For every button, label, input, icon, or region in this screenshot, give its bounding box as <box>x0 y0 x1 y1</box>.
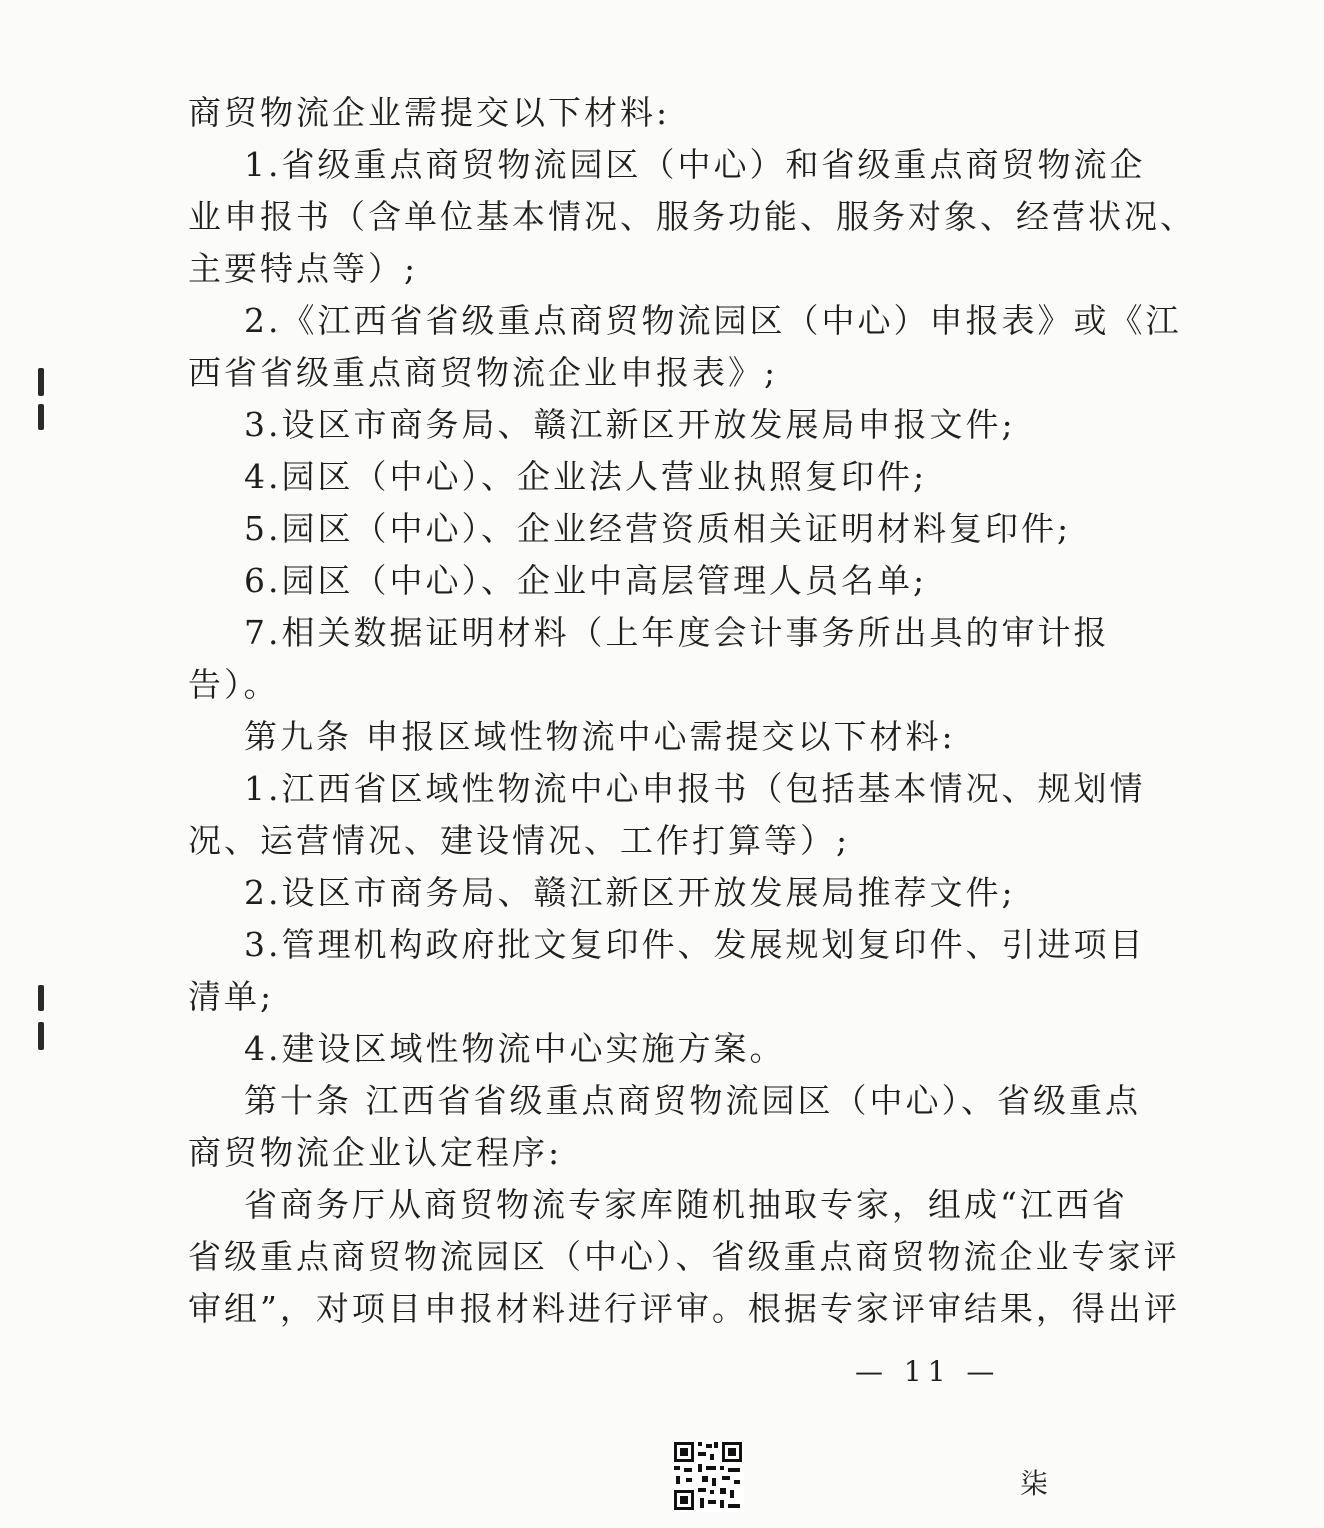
article-heading-10: 第十条 江西省省级重点商贸物流园区（中心）、省级重点 <box>244 1081 1141 1120</box>
binding-mark <box>38 368 44 396</box>
binding-mark <box>38 404 44 430</box>
page-number: — 11 — <box>855 1355 1001 1388</box>
text-line: 告）。 <box>188 665 280 704</box>
binding-mark <box>38 1022 44 1050</box>
text-line: 主要特点等）; <box>188 249 419 288</box>
text-line: 1.江西省区域性物流中心申报书（包括基本情况、规划情 <box>244 769 1146 808</box>
text-line: 况、运营情况、建设情况、工作打算等）; <box>188 821 851 860</box>
text-line: 业申报书（含单位基本情况、服务功能、服务对象、经营状况、 <box>188 197 1196 236</box>
text-line: 4.园区（中心）、企业法人营业执照复印件; <box>244 457 928 496</box>
text-line: 3.设区市商务局、赣江新区开放发展局申报文件; <box>244 405 1016 444</box>
text-line: 7.相关数据证明材料（上年度会计事务所出具的审计报 <box>244 613 1110 652</box>
text-line: 5.园区（中心）、企业经营资质相关证明材料复印件; <box>244 509 1072 548</box>
text-line: 商贸物流企业需提交以下材料: <box>188 93 671 132</box>
article-heading-9: 第九条 申报区域性物流中心需提交以下材料: <box>244 717 956 756</box>
text-line: 1.省级重点商贸物流园区（中心）和省级重点商贸物流企 <box>244 145 1146 184</box>
text-line: 省级重点商贸物流园区（中心）、省级重点商贸物流企业专家评 <box>188 1237 1180 1276</box>
text-line: 2.《江西省省级重点商贸物流园区（中心）申报表》或《江 <box>244 301 1182 340</box>
text-line: 2.设区市商务局、赣江新区开放发展局推荐文件; <box>244 873 1016 912</box>
text-line: 西省省级重点商贸物流企业申报表》; <box>188 353 779 392</box>
binding-mark <box>38 985 44 1011</box>
text-line: 6.园区（中心）、企业中高层管理人员名单; <box>244 561 928 600</box>
corner-mark: 柒 <box>1020 1467 1049 1500</box>
qr-code-icon <box>672 1440 744 1512</box>
text-line: 省商务厅从商贸物流专家库随机抽取专家，组成“江西省 <box>244 1185 1128 1224</box>
text-line: 3.管理机构政府批文复印件、发展规划复印件、引进项目 <box>244 925 1146 964</box>
text-line: 清单; <box>188 977 275 1016</box>
text-line: 4.建设区域性物流中心实施方案。 <box>244 1029 786 1068</box>
text-line: 审组”，对项目申报材料进行评审。根据专家评审结果，得出评 <box>188 1289 1180 1328</box>
text-line: 商贸物流企业认定程序: <box>188 1133 563 1172</box>
